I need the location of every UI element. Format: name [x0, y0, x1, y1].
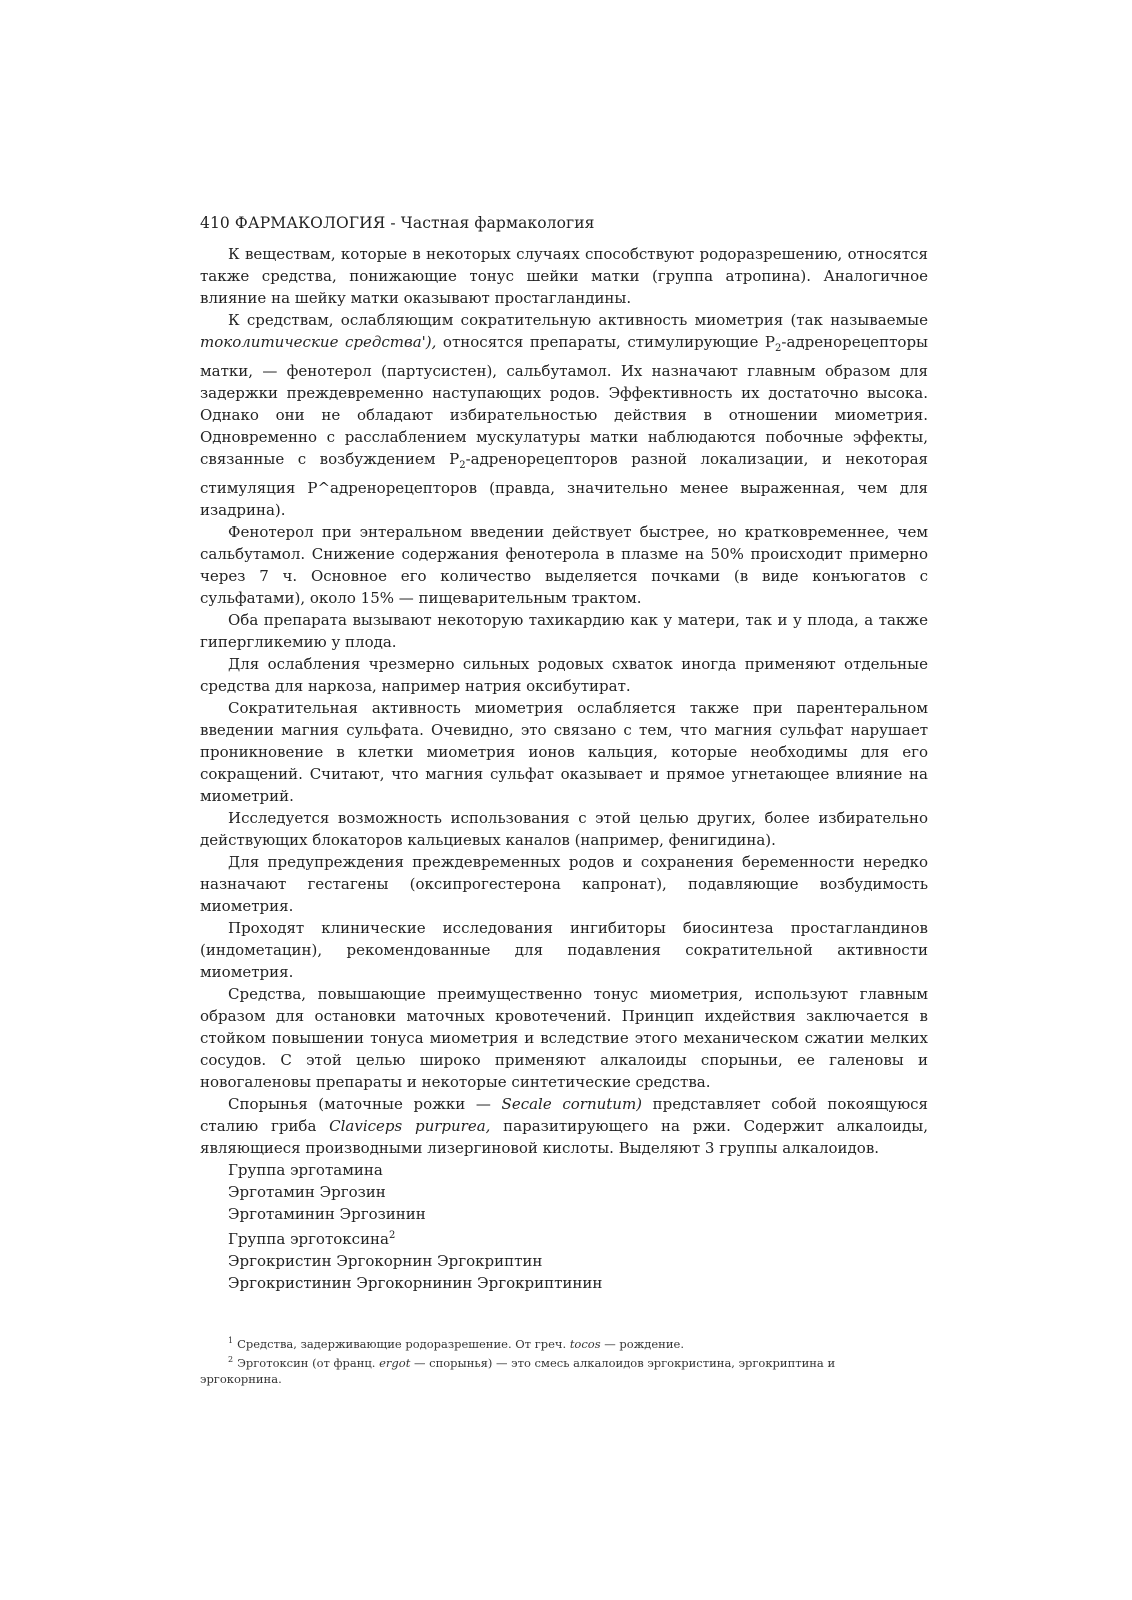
- paragraph-10: Средства, повышающие преимущественно тонус миометрия, используют главным образом для остановки маточных кровотечений. Принцип ихдействия заключается в стойком повышении тонуса миометрия и вследствие этого механическом сжатии мелких сосудов. С этой целью широко применяют алкалоиды спорыньи, ее галеновы и новогаленовы препараты и некоторые синтетические средства.: [200, 985, 928, 1091]
- text: Спорынья (маточные рожки —: [228, 1095, 502, 1113]
- text: — рождение.: [600, 1336, 684, 1351]
- paragraph-2: [200, 309, 928, 521]
- text: паразитирующего на ржи. Содержит алкалоиды, являющиеся производными лизергиновой кислоты. Выделяют 3 группы алкалоидов.: [200, 1117, 928, 1157]
- text: относятся препараты, стимулирующие Р: [436, 333, 775, 351]
- footnote-ref: 2: [389, 1230, 396, 1241]
- paragraph-11: [200, 1093, 928, 1159]
- paragraph-8: Для предупреждения преждевременных родов и сохранения беременности нередко назначают гестагены (оксипрогестерона капронат), подавляющие возбудимость миометрия.: [200, 853, 928, 915]
- list-item: Эрготаминин Эргозинин: [228, 1205, 426, 1223]
- list-item: Эргокристин Эргокорнин Эргокриптин: [228, 1252, 543, 1270]
- paragraph-5: Для ослабления чрезмерно сильных родовых схваток иногда применяют отдельные средства для наркоза, например натрия оксибутират.: [200, 655, 928, 695]
- text: -адренорецепторы матки, — фенотерол (партусистен), сальбутамол. Их назначают главным образом для задержки преждевременно наступающих родов. Эффективность их достаточно высока. Однако они не обладают избирательностью действия в отношении миометрия. Одновременно с расслаблением мускулатуры матки наблюдаются побочные эффекты, связанные с возбуждением Р: [200, 333, 928, 468]
- list-item: Эргокристинин Эргокорнинин Эргокриптинин: [228, 1274, 603, 1292]
- footnote-mark: 2: [228, 1354, 234, 1364]
- italic-term: токолитические средства'),: [200, 333, 437, 351]
- list-item: Группа эрготамина: [228, 1161, 383, 1179]
- italic-term: Secale cornutum): [501, 1095, 643, 1113]
- alkaloid-list: [200, 1159, 928, 1294]
- text: К средствам, ослабляющим сократительную активность миометрия (так называемые: [228, 311, 928, 329]
- text: Группа эрготоксина: [228, 1230, 390, 1248]
- italic-term: Claviceps purpurea,: [329, 1117, 491, 1135]
- footnotes: [200, 1333, 860, 1387]
- footnote-2: [200, 1352, 860, 1387]
- paragraph-6: Сократительная активность миометрия ослабляется также при парентеральном введении магния сульфата. Очевидно, это связано с тем, что магния сульфат нарушает проникновение в клетки миометрия ионов кальция, которые необходимы для его сокращений. Считают, что магния сульфат оказывает и прямое угнетающее влияние на миометрий.: [200, 699, 928, 805]
- subscript: 2: [775, 343, 782, 354]
- footnote-1: [200, 1333, 860, 1352]
- text: Эрготоксин (от франц.: [237, 1355, 380, 1370]
- text: — спорынья) — это смесь алкалоидов эргокристина, эргокриптина и эргокорнина.: [200, 1355, 836, 1386]
- page-body: [200, 214, 928, 1294]
- paragraph-9: Проходят клинические исследования ингибиторы биосинтеза простагландинов (индометацин), рекомендованные для подавления сократительной активности миометрия.: [200, 919, 928, 981]
- italic-term: tocos: [569, 1336, 601, 1351]
- text: Средства, задерживающие родоразрешение. От греч.: [237, 1336, 570, 1351]
- list-item: [200, 1225, 928, 1250]
- paragraph-3: Фенотерол при энтеральном введении действует быстрее, но кратковременнее, чем сальбутамол. Снижение содержания фенотерола в плазме на 50% происходит примерно через 7 ч. Основное его количество выделяется почками (в виде конъюгатов с сульфатами), около 15% — пищеварительным трактом.: [200, 523, 928, 607]
- italic-term: ergot: [379, 1355, 411, 1370]
- list-item: Эрготамин Эргозин: [228, 1183, 386, 1201]
- running-header: 410 ФАРМАКОЛОГИЯ - Частная фармакология: [200, 214, 595, 232]
- text: представляет собой покоящуюся сталию гриба: [200, 1095, 928, 1135]
- footnote-mark: 1: [228, 1336, 234, 1345]
- paragraph-4: Оба препарата вызывают некоторую тахикардию как у матери, так и у плода, а также гипергликемию у плода.: [200, 611, 928, 651]
- text: -адренорецепторов разной локализации, и некоторая стимуляция Р^адренорецепторов (правда, значительно менее выраженная, чем для изадрина).: [200, 450, 928, 519]
- paragraph-1: К веществам, которые в некоторых случаях способствуют родоразрешению, относятся также средства, понижающие тонус шейки матки (группа атропина). Аналогичное влияние на шейку матки оказывают простагландины.: [200, 245, 928, 307]
- subscript: 2: [459, 460, 466, 471]
- paragraph-7: Исследуется возможность использования с этой целью других, более избирательно действующих блокаторов кальциевых каналов (например, фенигидина).: [200, 809, 928, 849]
